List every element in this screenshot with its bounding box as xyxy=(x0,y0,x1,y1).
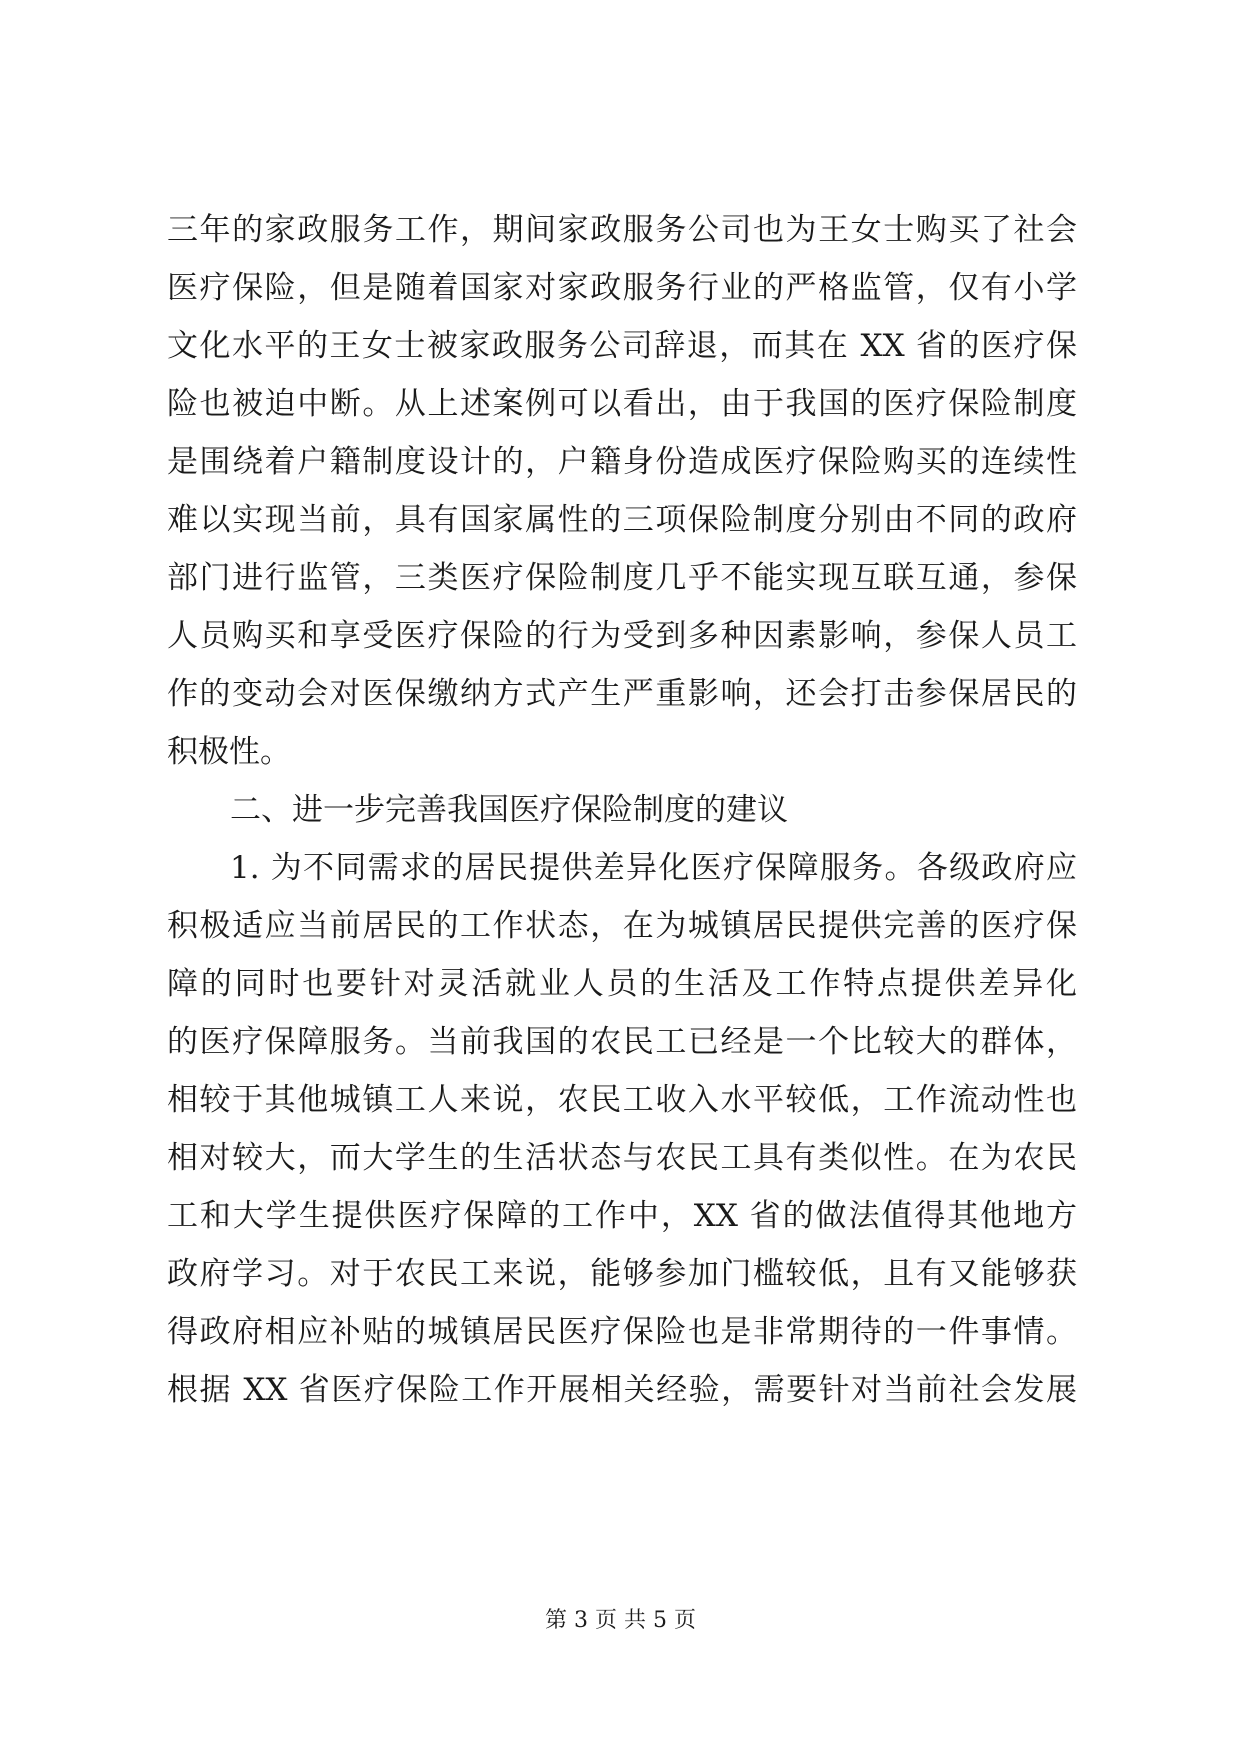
body-text-line: 相较于其他城镇工人来说，农民工收入水平较低，工作流动性也 xyxy=(167,1082,1077,1118)
body-text-line: 文化水平的王女士被家政服务公司辞退，而其在 XX 省的医疗保 xyxy=(167,328,1077,364)
body-text-line: 三年的家政服务工作，期间家政服务公司也为王女士购买了社会 xyxy=(167,212,1077,248)
body-text-line: 作的变动会对医保缴纳方式产生严重影响，还会打击参保居民的 xyxy=(167,676,1077,712)
body-text-line: 工和大学生提供医疗保障的工作中，XX 省的做法值得其他地方 xyxy=(167,1198,1077,1234)
body-text-line: 的医疗保障服务。当前我国的农民工已经是一个比较大的群体， xyxy=(167,1024,1077,1060)
body-text-line: 积极适应当前居民的工作状态，在为城镇居民提供完善的医疗保 xyxy=(167,908,1077,944)
body-text-line: 医疗保险，但是随着国家对家政服务行业的严格监管，仅有小学 xyxy=(167,270,1077,306)
body-text-line: 积极性。 xyxy=(167,734,291,770)
body-text-line: 部门进行监管，三类医疗保险制度几乎不能实现互联互通，参保 xyxy=(167,560,1077,596)
body-text-line: 是围绕着户籍制度设计的，户籍身份造成医疗保险购买的连续性 xyxy=(167,444,1077,480)
section-heading: 二、进一步完善我国医疗保险制度的建议 xyxy=(230,792,788,828)
body-text-line: 政府学习。对于农民工来说，能够参加门槛较低，且有又能够获 xyxy=(167,1256,1077,1292)
page-number-footer: 第 3 页 共 5 页 xyxy=(545,1608,696,1633)
body-text-line: 险也被迫中断。从上述案例可以看出，由于我国的医疗保险制度 xyxy=(167,386,1077,422)
body-text-line: 相对较大，而大学生的生活状态与农民工具有类似性。在为农民 xyxy=(167,1140,1077,1176)
body-text-line: 根据 XX 省医疗保险工作开展相关经验，需要针对当前社会发展 xyxy=(167,1372,1077,1408)
body-text-line: 人员购买和享受医疗保险的行为受到多种因素影响，参保人员工 xyxy=(167,618,1077,654)
body-text-line: 1. 为不同需求的居民提供差异化医疗保障服务。各级政府应 xyxy=(230,850,1077,886)
body-text-line: 得政府相应补贴的城镇居民医疗保险也是非常期待的一件事情。 xyxy=(167,1314,1077,1350)
body-text-line: 难以实现当前，具有国家属性的三项保险制度分别由不同的政府 xyxy=(167,502,1077,538)
body-text-line: 障的同时也要针对灵活就业人员的生活及工作特点提供差异化 xyxy=(167,966,1077,1002)
